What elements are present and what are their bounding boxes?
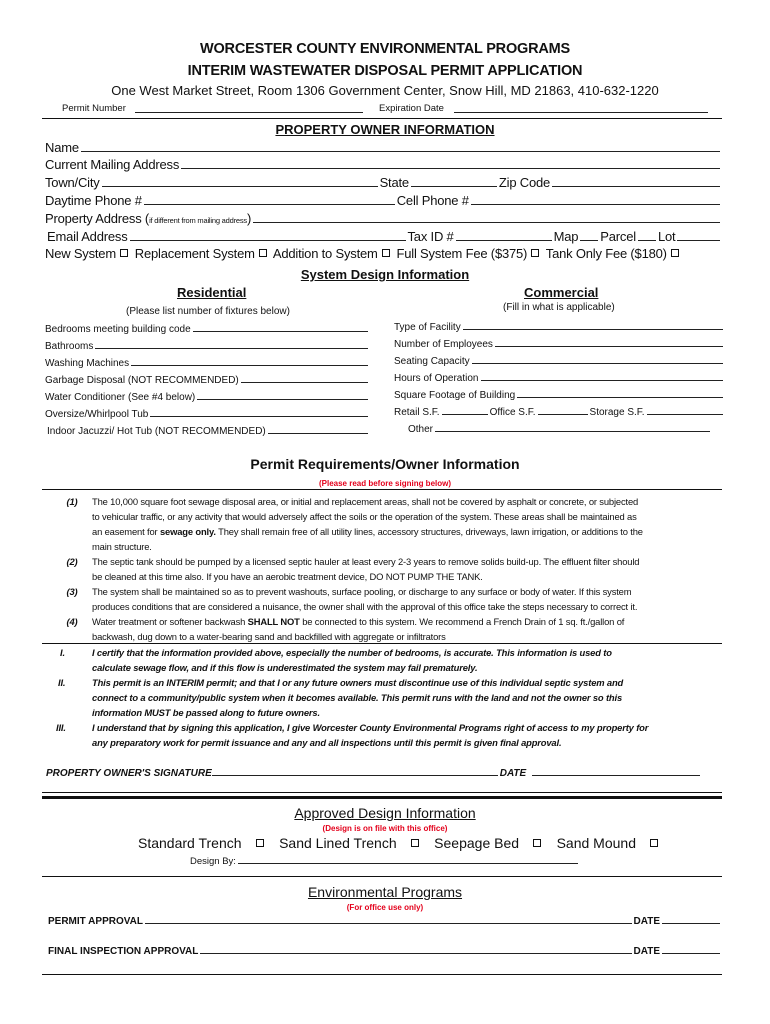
replacement-label: Replacement System: [134, 246, 255, 261]
fixture-field[interactable]: [268, 424, 368, 434]
full-fee-label: Full System Fee ($375): [396, 246, 528, 261]
property-address-field[interactable]: [253, 213, 720, 223]
requirement-text: backwash, dug down to a water-bearing sand and backfilled with aggregate or infiltrators: [92, 631, 446, 642]
env-heading: Environmental Programs: [307, 884, 463, 900]
standard-trench-checkbox[interactable]: [256, 839, 264, 847]
town-label: Town/City: [45, 175, 100, 190]
commercial-field[interactable]: [517, 388, 723, 398]
fixture-field[interactable]: [197, 390, 368, 400]
retail-field[interactable]: [442, 405, 488, 415]
design-by-label: Design By:: [190, 856, 236, 867]
list-item: [394, 388, 725, 405]
signature-field[interactable]: [212, 766, 498, 776]
list-item: [45, 373, 370, 390]
town-row: [45, 175, 722, 190]
requirement-emphasis: SHALL NOT: [247, 616, 300, 627]
fixture-label: Oversize/Whirlpool Tub: [45, 409, 149, 420]
requirement-4: [52, 614, 732, 629]
requirement-1: [52, 494, 732, 509]
list-item: [45, 322, 370, 339]
requirement-text: Water treatment or softener backwash: [92, 616, 248, 627]
double-rule-bottom: [42, 796, 722, 799]
tank-fee-label: Tank Only Fee ($180): [545, 246, 667, 261]
final-inspection-field[interactable]: [200, 944, 631, 954]
sand-mound-checkbox[interactable]: [650, 839, 658, 847]
requirement-text: They shall remain free of all utility lines, accessory structures, driveways, lawn irrigation, or additions to the: [215, 526, 643, 537]
certification-text: any preparatory work for permit issuance and any and all inspections until this permit is given final approval.: [92, 737, 562, 748]
requirements-note: (Please read before signing below): [318, 479, 452, 488]
tax-id-label: Tax ID #: [407, 229, 454, 244]
requirement-text: The 10,000 square foot sewage disposal area, or initial and replacement areas, shall not be covered by asphalt or concrete, or subjected: [92, 496, 639, 507]
fixture-label: Water Conditioner (See #4 below): [45, 392, 196, 403]
certification-number: III.: [56, 722, 66, 733]
design-section-heading: System Design Information: [300, 267, 470, 282]
requirement-number: (3): [66, 586, 78, 597]
requirement-text: be connected to this system. We recommend a French Drain of 1 sq. ft./gallon of: [299, 616, 625, 627]
day-phone-field[interactable]: [144, 195, 395, 205]
map-field[interactable]: [580, 231, 598, 241]
signature-date-label: DATE: [499, 768, 527, 779]
permit-approval-label: PERMIT APPROVAL: [48, 916, 144, 927]
list-item: [394, 371, 725, 388]
requirement-emphasis: sewage only.: [159, 526, 216, 537]
permit-approval-date-field[interactable]: [662, 914, 720, 924]
square-footage-row: [394, 405, 725, 422]
list-item: [394, 320, 725, 337]
permit-number-label: Permit Number: [62, 103, 126, 114]
commercial-label: Number of Employees: [394, 339, 493, 350]
standard-trench-label: Standard Trench: [138, 835, 242, 851]
requirement-text: produces conditions that are considered a nuisance, the owner shall with the approval of this office take the steps necessary to correct it.: [92, 601, 638, 612]
map-label: Map: [553, 229, 579, 244]
requirement-text: an easement for: [92, 526, 160, 537]
office-address: One West Market Street, Room 1306 Government Center, Snow Hill, MD 21863, 410-632-1220: [111, 83, 659, 98]
signature-label: PROPERTY OWNER'S SIGNATURE: [46, 768, 212, 779]
name-label: Name: [45, 140, 79, 155]
office-label: Office S.F.: [489, 407, 536, 418]
email-label: Email Address: [47, 229, 128, 244]
list-item: [45, 390, 370, 407]
fixture-field[interactable]: [193, 322, 368, 332]
design-options: [138, 835, 658, 851]
zip-field[interactable]: [552, 177, 720, 187]
requirements-divider: [42, 489, 722, 490]
certification-number: I.: [60, 647, 65, 658]
requirement-number: (4): [66, 616, 78, 627]
tax-id-field[interactable]: [456, 231, 552, 241]
addition-checkbox[interactable]: [382, 249, 390, 257]
mailing-label: Current Mailing Address: [45, 157, 180, 172]
double-rule-top: [42, 792, 722, 793]
list-item: [45, 339, 370, 356]
addition-label: Addition to System: [272, 246, 378, 261]
list-item: [45, 407, 370, 424]
fixture-label: Washing Machines: [45, 358, 130, 369]
fixture-field[interactable]: [95, 339, 368, 349]
full-fee-checkbox[interactable]: [531, 249, 539, 257]
commercial-heading: Commercial: [524, 285, 599, 300]
system-type-row: [45, 246, 679, 261]
fixture-label: Bedrooms meeting building code: [45, 324, 191, 335]
state-label: State: [379, 175, 409, 190]
property-address-label: Property Address (: [45, 211, 150, 226]
storage-label: Storage S.F.: [589, 407, 645, 418]
office-field[interactable]: [538, 405, 588, 415]
footer-divider: [42, 974, 722, 975]
list-item: [394, 354, 725, 371]
permit-number-field[interactable]: [135, 103, 363, 113]
sand-lined-trench-label: Sand Lined Trench: [279, 835, 397, 851]
final-inspection-date-label: DATE: [633, 946, 660, 957]
new-system-checkbox[interactable]: [120, 249, 128, 257]
design-by-row: [190, 854, 580, 867]
requirements-heading: Permit Requirements/Owner Information: [250, 456, 520, 472]
commercial-label: Hours of Operation: [394, 373, 479, 384]
requirement-text: main structure.: [92, 541, 152, 552]
list-item: [45, 424, 370, 441]
fixture-label: Garbage Disposal (NOT RECOMMENDED): [45, 375, 239, 386]
expiration-date-field[interactable]: [454, 103, 708, 113]
form-title: WORCESTER COUNTY ENVIRONMENTAL PROGRAMS: [199, 41, 571, 57]
requirement-line: [52, 524, 732, 539]
replacement-checkbox[interactable]: [259, 249, 267, 257]
list-item: [45, 356, 370, 373]
signature-row: [46, 766, 702, 779]
email-field[interactable]: [130, 231, 406, 241]
form-subtitle: INTERIM WASTEWATER DISPOSAL PERMIT APPLICATION: [187, 63, 583, 79]
retail-label: Retail S.F.: [394, 407, 440, 418]
certification-text: connect to a community/public system when it becomes available. This permit runs with the land and not the owner so this: [92, 692, 623, 703]
phone-row: [45, 193, 722, 208]
certification-1: [52, 645, 732, 660]
fixture-label: Bathrooms: [45, 341, 94, 352]
parcel-field[interactable]: [638, 231, 656, 241]
approved-divider: [42, 876, 722, 877]
zip-label: Zip Code: [498, 175, 551, 190]
certification-3: [52, 720, 732, 735]
cell-phone-label: Cell Phone #: [396, 193, 469, 208]
final-inspection-date-field[interactable]: [662, 944, 720, 954]
requirement-number: (1): [66, 496, 78, 507]
fixture-field[interactable]: [150, 407, 368, 417]
certification-divider: [42, 643, 722, 644]
parcel-label: Parcel: [600, 229, 636, 244]
commercial-field[interactable]: [481, 371, 724, 381]
fixture-label: Indoor Jacuzzi/ Hot Tub (NOT RECOMMENDED): [47, 426, 266, 437]
certification-text: calculate sewage flow, and if this flow is underestimated the system may fail prematurely.: [92, 662, 478, 673]
other-label: Other: [408, 424, 434, 435]
mailing-field[interactable]: [181, 159, 720, 169]
certifications: [52, 645, 732, 750]
storage-field[interactable]: [647, 405, 723, 415]
property-address-row: [45, 211, 722, 226]
final-inspection-row: [48, 944, 722, 957]
permit-approval-row: [48, 914, 722, 927]
new-system-label: New System: [45, 246, 116, 261]
mailing-row: [45, 157, 722, 172]
name-field[interactable]: [81, 142, 720, 152]
requirement-text: be cleaned at this time also. If you have an aerobic treatment device, DO NOT PUMP THE TANK.: [92, 571, 483, 582]
commercial-label: Seating Capacity: [394, 356, 470, 367]
commercial-field[interactable]: [463, 320, 723, 330]
requirement-text: to vehicular traffic, or any activity that would adversely affect the soils or the operation of the system. These areas shall be maintained as: [92, 511, 637, 522]
requirement-number: (2): [66, 556, 78, 567]
commercial-field[interactable]: [495, 337, 723, 347]
requirement-text: The system shall be maintained so as to prevent washouts, surface pooling, or discharge to any surface or body of water. If this system: [92, 586, 632, 597]
cell-phone-field[interactable]: [471, 195, 720, 205]
requirement-2: [52, 554, 732, 569]
list-item: [394, 337, 725, 354]
property-address-note: if different from mailing address: [149, 216, 247, 225]
sand-mound-label: Sand Mound: [556, 835, 636, 851]
owner-section-heading: PROPERTY OWNER INFORMATION: [275, 122, 495, 137]
certification-number: II.: [58, 677, 66, 688]
seepage-bed-label: Seepage Bed: [434, 835, 520, 851]
residential-note: (Please list number of fixtures below): [126, 306, 290, 317]
sand-lined-trench-checkbox[interactable]: [411, 839, 419, 847]
approved-note: (Design is on file with this office): [322, 824, 448, 833]
seepage-bed-checkbox[interactable]: [533, 839, 541, 847]
commercial-note: (Fill in what is applicable): [503, 302, 615, 313]
residential-list: [45, 322, 370, 441]
tank-fee-checkbox[interactable]: [671, 249, 679, 257]
certification-text: I understand that by signing this application, I give Worcester County Environmental Programs right of access to my property for: [92, 722, 649, 733]
final-inspection-label: FINAL INSPECTION APPROVAL: [48, 946, 199, 957]
requirement-3: [52, 584, 732, 599]
certification-text: This permit is an INTERIM permit; and that I or any future owners must discontinue use of this individual septic system and: [92, 677, 624, 688]
certification-2: [52, 675, 732, 690]
commercial-label: Square Footage of Building: [394, 390, 516, 401]
design-by-field[interactable]: [238, 854, 578, 864]
certification-text: I certify that the information provided above, especially the number of bedrooms, is accurate. This information is used to: [92, 647, 612, 658]
fixture-field[interactable]: [131, 356, 368, 366]
expiration-date-label: Expiration Date: [379, 103, 444, 114]
requirement-text: The septic tank should be pumped by a licensed septic hauler at least every 2-3 years to remove solids build-up. The effluent filter should: [92, 556, 640, 567]
signature-date-field[interactable]: [532, 766, 700, 776]
header-divider: [42, 118, 722, 119]
residential-heading: Residential: [177, 285, 247, 300]
env-note: (For office use only): [346, 903, 424, 912]
fixture-field[interactable]: [241, 373, 368, 383]
name-row: [45, 140, 722, 155]
other-field[interactable]: [435, 422, 710, 432]
state-field[interactable]: [411, 177, 497, 187]
other-row: [394, 422, 712, 439]
lot-label: Lot: [657, 229, 676, 244]
town-field[interactable]: [102, 177, 378, 187]
lot-field[interactable]: [677, 231, 720, 241]
email-row: [47, 229, 722, 244]
commercial-label: Type of Facility: [394, 322, 461, 333]
commercial-list: [394, 320, 725, 439]
requirements-list: [52, 494, 732, 644]
day-phone-label: Daytime Phone #: [45, 193, 142, 208]
permit-approval-field[interactable]: [145, 914, 632, 924]
approved-heading: Approved Design Information: [294, 805, 476, 821]
permit-approval-date-label: DATE: [633, 916, 660, 927]
property-address-close: ): [246, 211, 252, 226]
commercial-field[interactable]: [472, 354, 723, 364]
certification-text: information MUST be passed along to future owners.: [92, 707, 320, 718]
